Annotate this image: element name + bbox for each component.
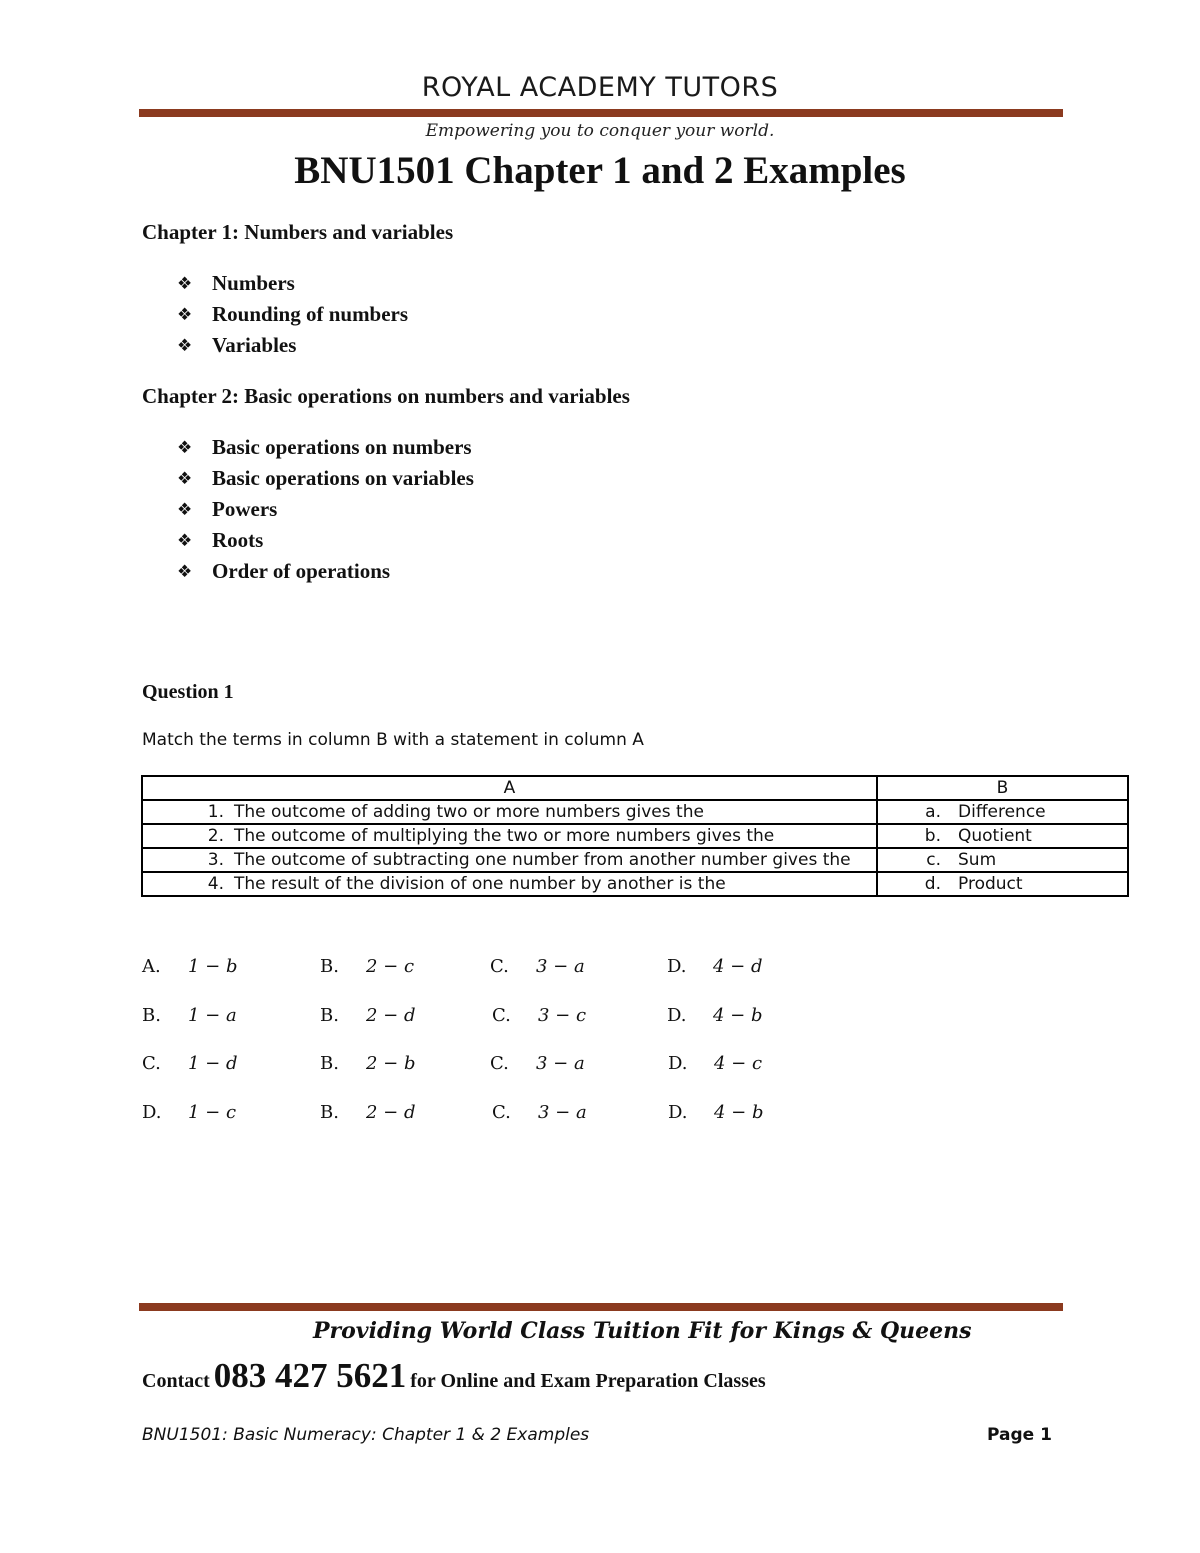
answer-option: C. 3 − a (490, 1053, 585, 1074)
answer-option: D. 4 − b (667, 1005, 763, 1026)
question-title: Question 1 (142, 681, 234, 703)
chapter1-list (177, 268, 408, 361)
chapter1-heading: Chapter 1: Numbers and variables (142, 220, 454, 244)
org-name: ROYAL ACADEMY TUTORS (421, 72, 779, 103)
diamond-bullet-icon: ❖ (177, 500, 193, 519)
footer-divider (139, 1303, 1063, 1311)
diamond-bullet-icon: ❖ (177, 562, 193, 581)
diamond-bullet-icon: ❖ (177, 438, 193, 457)
answer-option: B. 1 − a (142, 1005, 237, 1026)
answer-option: C. 1 − d (142, 1053, 238, 1074)
chapter2-heading: Chapter 2: Basic operations on numbers and variables (142, 384, 630, 408)
list-item: ❖ Roots (177, 525, 474, 556)
answer-option: C. 3 − c (492, 1005, 587, 1026)
document-label: BNU1501: Basic Numeracy: Chapter 1 & 2 Examples (142, 1425, 590, 1445)
answer-option: B. 2 − d (320, 1005, 416, 1026)
term-text: Sum (958, 850, 997, 870)
list-item: ❖ Basic operations on variables (177, 463, 474, 494)
statement-number: 1. (207, 802, 224, 822)
page-title: BNU1501 Chapter 1 and 2 Examples (294, 149, 906, 192)
contact-suffix: for Online and Exam Preparation Classes (410, 1370, 766, 1392)
diamond-bullet-icon: ❖ (177, 274, 193, 293)
contact-prefix: Contact (142, 1370, 210, 1392)
phone-number: 083 427 5621 (213, 1356, 407, 1395)
question-instruction: Match the terms in column B with a statement in column A (142, 730, 644, 750)
chapter2-list (177, 432, 474, 587)
answer-option: A. 1 − b (142, 956, 238, 977)
statement-number: 3. (207, 850, 224, 870)
column-b-header: B (877, 776, 1128, 800)
term-text: Product (958, 874, 1023, 894)
statement-number: 4. (207, 874, 224, 894)
statement-text: The outcome of adding two or more numbers gives the (234, 802, 704, 822)
answer-option: B. 2 − d (320, 1102, 416, 1123)
term-letter: c. (926, 850, 941, 870)
answer-option: D. 1 − c (142, 1102, 237, 1123)
list-item: ❖ Basic operations on numbers (177, 432, 474, 463)
term-text: Quotient (958, 826, 1032, 846)
diamond-bullet-icon: ❖ (177, 469, 193, 488)
table-row (142, 800, 1128, 824)
list-item: ❖ Powers (177, 494, 474, 525)
list-item: ❖ Variables (177, 330, 408, 361)
statement-text: The result of the division of one number by another is the (234, 874, 726, 894)
footer-tagline: Providing World Class Tuition Fit for Kings & Queens (313, 1318, 972, 1344)
term-letter: b. (924, 826, 941, 846)
answer-option: C. 3 − a (492, 1102, 587, 1123)
column-a-header: A (142, 776, 877, 800)
contact-line (142, 1356, 766, 1396)
answer-option: C. 3 − a (490, 956, 585, 977)
list-item: ❖ Order of operations (177, 556, 474, 587)
term-text: Difference (958, 802, 1046, 822)
statement-number: 2. (207, 826, 224, 846)
table-header-row (142, 776, 1128, 800)
diamond-bullet-icon: ❖ (177, 336, 193, 355)
term-letter: d. (924, 874, 941, 894)
statement-text: The outcome of multiplying the two or more numbers gives the (234, 826, 775, 846)
page-number: Page 1 (987, 1425, 1052, 1445)
header-divider (139, 109, 1063, 117)
statement-text: The outcome of subtracting one number from another number gives the (234, 850, 851, 870)
answer-option: D. 4 − b (668, 1102, 764, 1123)
header-tagline: Empowering you to conquer your world. (425, 121, 775, 141)
answer-option: B. 2 − b (320, 1053, 416, 1074)
list-item: ❖ Numbers (177, 268, 408, 299)
diamond-bullet-icon: ❖ (177, 531, 193, 550)
answer-option: D. 4 − d (667, 956, 763, 977)
list-item: ❖ Rounding of numbers (177, 299, 408, 330)
answer-option: D. 4 − c (668, 1053, 763, 1074)
matching-table (141, 775, 1129, 897)
table-row (142, 872, 1128, 896)
diamond-bullet-icon: ❖ (177, 305, 193, 324)
answer-option: B. 2 − c (320, 956, 415, 977)
table-row (142, 848, 1128, 872)
table-row (142, 824, 1128, 848)
term-letter: a. (925, 802, 941, 822)
